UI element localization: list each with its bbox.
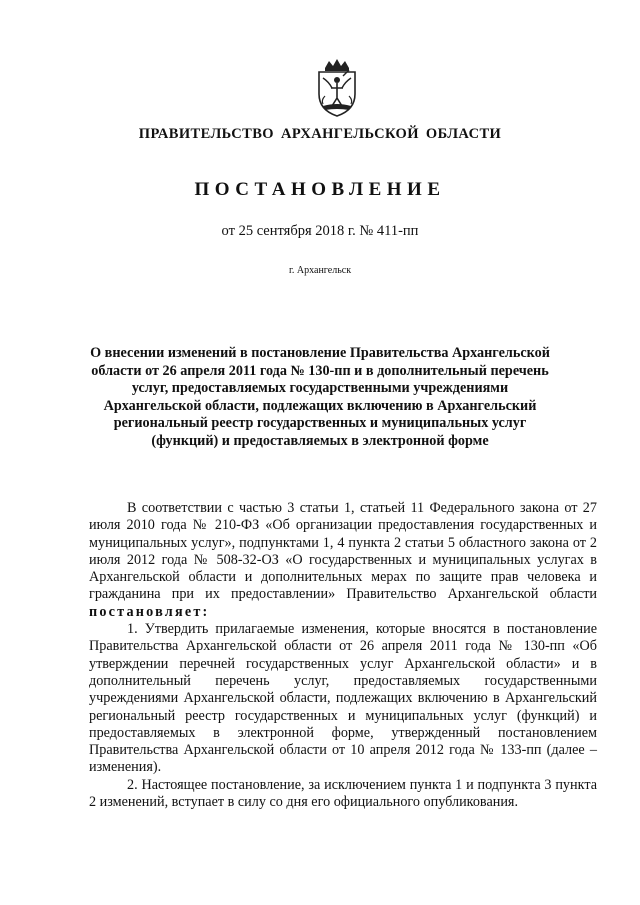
resolves-keyword: постановляет: bbox=[89, 603, 210, 620]
document-type-heading: ПОСТАНОВЛЕНИЕ bbox=[194, 179, 446, 200]
coat-of-arms-icon bbox=[313, 58, 361, 120]
document-date-number: от 25 сентября 2018 г. № 411-пп bbox=[221, 223, 419, 239]
document-subject: О внесении изменений в постановление Правительства Архангельской области от 26 апреля 2011 года № 130-пп и в дополнительный перечень услуг, предоставляемых государственными учреждениями Архангельской области, подлежащих включению в Архангельский региональный реестр государственных и муниципальных услуг (функций) и предоставляемых в электронной форме bbox=[90, 345, 550, 449]
item-2-paragraph: 2. Настоящее постановление, за исключением пункта 1 и подпункта 3 пункта 2 изменений, вступает в силу со дня его официального опубликования. bbox=[89, 776, 597, 811]
document-city: г. Архангельск bbox=[288, 265, 352, 276]
preamble-paragraph bbox=[89, 500, 597, 621]
item-1-paragraph: 1. Утвердить прилагаемые изменения, которые вносятся в постановление Правительства Архангельской области от 26 апреля 2011 года № 130-пп «Об утверждении перечней государственных услуг Архангельской области» и в дополнительный перечень услуг, предоставляемых государственными учреждениями Архангельской области, подлежащих включению в Архангельский региональный реестр государственных и муниципальных услуг (функций) и предоставляемых в электронной форме, утвержденный постановлением Правительства Архангельской области от 10 апреля 2012 года № 133-пп (далее – изменения). bbox=[89, 621, 597, 776]
document-body bbox=[89, 500, 597, 811]
government-title: ПРАВИТЕЛЬСТВО АРХАНГЕЛЬСКОЙ ОБЛАСТИ bbox=[138, 126, 502, 142]
preamble-text: В соответствии с частью 3 статьи 1, статьей 11 Федерального закона от 27 июля 2010 года № 210-ФЗ «Об организации предоставления государственных и муниципальных услуг», подпунктами 1, 4 пункта 2 статьи 5 областного закона от 2 июля 2012 года № 508-32-ОЗ «О государственных и муниципальных услугах в Архангельской области и дополнительных мерах по защите прав человека и гражданина при их предоставлении» Правительство Архангельской области bbox=[89, 500, 597, 603]
